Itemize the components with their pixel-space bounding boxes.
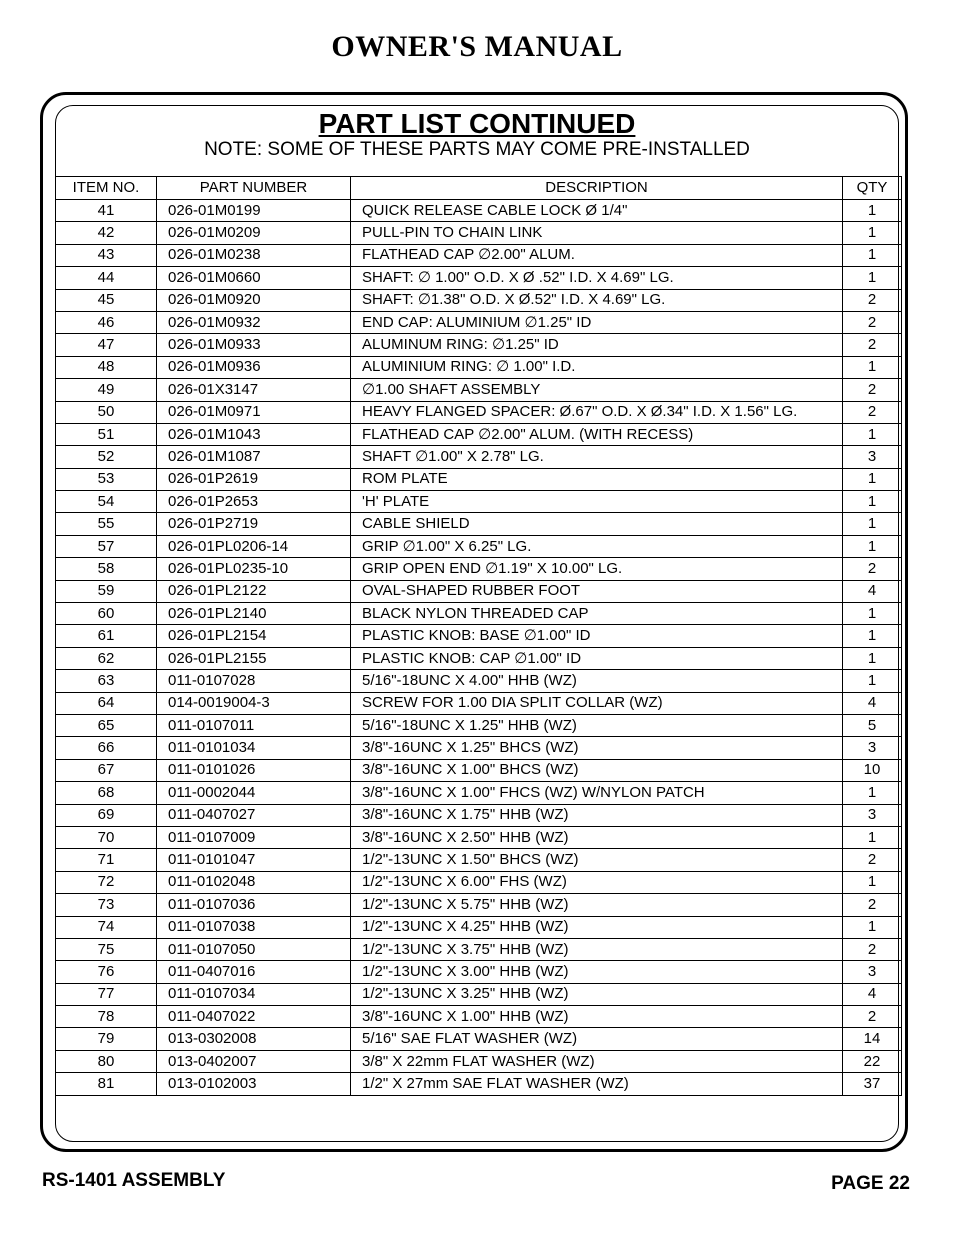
item-no-cell: 72 (56, 871, 157, 893)
table-row (56, 267, 902, 289)
table-row (56, 535, 902, 557)
description-cell: 3/8"-16UNC X 1.00" BHCS (WZ) (351, 759, 843, 781)
description-cell: GRIP OPEN END ∅1.19" X 10.00" LG. (351, 558, 843, 580)
part-number-cell: 026-01M0933 (157, 334, 351, 356)
table-row (56, 692, 902, 714)
table-row (56, 446, 902, 468)
description-cell: SCREW FOR 1.00 DIA SPLIT COLLAR (WZ) (351, 692, 843, 714)
item-no-cell: 65 (56, 714, 157, 736)
qty-cell: 5 (843, 714, 902, 736)
qty-cell: 37 (843, 1073, 902, 1095)
qty-cell: 1 (843, 871, 902, 893)
part-number-cell: 011-0107009 (157, 826, 351, 848)
qty-cell: 1 (843, 916, 902, 938)
description-cell: 3/8"-16UNC X 1.75" HHB (WZ) (351, 804, 843, 826)
qty-cell: 1 (843, 826, 902, 848)
item-no-cell: 81 (56, 1073, 157, 1095)
description-cell: 1/2" X 27mm SAE FLAT WASHER (WZ) (351, 1073, 843, 1095)
description-cell: 5/16" SAE FLAT WASHER (WZ) (351, 1028, 843, 1050)
part-number-cell: 026-01M0238 (157, 244, 351, 266)
item-no-cell: 47 (56, 334, 157, 356)
item-no-cell: 61 (56, 625, 157, 647)
part-number-cell: 026-01M0971 (157, 401, 351, 423)
table-row (56, 938, 902, 960)
table-row (56, 983, 902, 1005)
description-cell: ALUMINIUM RING: ∅ 1.00" I.D. (351, 356, 843, 378)
table-row (56, 849, 902, 871)
part-number-cell: 011-0107011 (157, 714, 351, 736)
qty-cell: 1 (843, 782, 902, 804)
part-number-cell: 013-0302008 (157, 1028, 351, 1050)
part-number-cell: 026-01M0199 (157, 200, 351, 222)
item-no-cell: 42 (56, 222, 157, 244)
qty-cell: 3 (843, 961, 902, 983)
table-row (56, 894, 902, 916)
item-no-cell: 53 (56, 468, 157, 490)
table-row (56, 289, 902, 311)
qty-cell: 1 (843, 491, 902, 513)
qty-cell: 1 (843, 200, 902, 222)
item-no-cell: 48 (56, 356, 157, 378)
item-no-cell: 78 (56, 1006, 157, 1028)
description-cell: 5/16"-18UNC X 1.25" HHB (WZ) (351, 714, 843, 736)
description-cell: 1/2"-13UNC X 1.50" BHCS (WZ) (351, 849, 843, 871)
qty-cell: 2 (843, 1006, 902, 1028)
item-no-cell: 75 (56, 938, 157, 960)
column-header-qty: QTY (843, 177, 902, 200)
parts-table (55, 176, 902, 1140)
qty-cell: 1 (843, 244, 902, 266)
part-number-cell: 013-0102003 (157, 1073, 351, 1095)
item-no-cell: 67 (56, 759, 157, 781)
qty-cell: 2 (843, 289, 902, 311)
item-no-cell: 71 (56, 849, 157, 871)
part-number-cell: 026-01M1043 (157, 423, 351, 445)
item-no-cell: 44 (56, 267, 157, 289)
table-row (56, 558, 902, 580)
qty-cell: 1 (843, 468, 902, 490)
part-number-cell: 014-0019004-3 (157, 692, 351, 714)
part-number-cell: 026-01M0209 (157, 222, 351, 244)
table-row (56, 401, 902, 423)
description-cell: SHAFT ∅1.00" X 2.78" LG. (351, 446, 843, 468)
table-row (56, 222, 902, 244)
part-number-cell: 026-01PL2155 (157, 647, 351, 669)
item-no-cell: 79 (56, 1028, 157, 1050)
description-cell: GRIP ∅1.00" X 6.25" LG. (351, 535, 843, 557)
part-number-cell: 011-0101047 (157, 849, 351, 871)
table-row (56, 1028, 902, 1050)
item-no-cell: 57 (56, 535, 157, 557)
part-number-cell: 026-01M0932 (157, 311, 351, 333)
qty-cell: 3 (843, 446, 902, 468)
description-cell: ALUMINUM RING: ∅1.25" ID (351, 334, 843, 356)
description-cell: 1/2"-13UNC X 6.00" FHS (WZ) (351, 871, 843, 893)
description-cell: 3/8"-16UNC X 1.00" HHB (WZ) (351, 1006, 843, 1028)
table-row (56, 871, 902, 893)
description-cell: ROM PLATE (351, 468, 843, 490)
item-no-cell: 49 (56, 379, 157, 401)
qty-cell: 1 (843, 267, 902, 289)
description-cell: QUICK RELEASE CABLE LOCK Ø 1/4" (351, 200, 843, 222)
description-cell: 3/8"-16UNC X 1.25" BHCS (WZ) (351, 737, 843, 759)
column-header-item-no: ITEM NO. (56, 177, 157, 200)
description-cell: HEAVY FLANGED SPACER: Ø.67" O.D. X Ø.34" I.D. X 1.56" LG. (351, 401, 843, 423)
table-empty-row (56, 1095, 902, 1140)
item-no-cell: 69 (56, 804, 157, 826)
item-no-cell: 76 (56, 961, 157, 983)
part-number-cell: 011-0407016 (157, 961, 351, 983)
part-number-cell: 011-0002044 (157, 782, 351, 804)
item-no-cell: 41 (56, 200, 157, 222)
qty-cell: 1 (843, 625, 902, 647)
table-row (56, 782, 902, 804)
qty-cell: 2 (843, 379, 902, 401)
table-row (56, 625, 902, 647)
item-no-cell: 74 (56, 916, 157, 938)
description-cell: SHAFT: ∅1.38" O.D. X Ø.52" I.D. X 4.69" LG. (351, 289, 843, 311)
part-number-cell: 011-0107028 (157, 670, 351, 692)
table-row (56, 379, 902, 401)
part-number-cell: 026-01M0660 (157, 267, 351, 289)
table-row (56, 916, 902, 938)
item-no-cell: 55 (56, 513, 157, 535)
qty-cell: 4 (843, 580, 902, 602)
table-row (56, 647, 902, 669)
table-row (56, 491, 902, 513)
part-number-cell: 026-01PL2154 (157, 625, 351, 647)
description-cell: 1/2"-13UNC X 3.25" HHB (WZ) (351, 983, 843, 1005)
description-cell: PLASTIC KNOB: CAP ∅1.00" ID (351, 647, 843, 669)
part-number-cell: 026-01PL2122 (157, 580, 351, 602)
part-number-cell: 013-0402007 (157, 1050, 351, 1072)
part-number-cell: 011-0101026 (157, 759, 351, 781)
item-no-cell: 68 (56, 782, 157, 804)
item-no-cell: 62 (56, 647, 157, 669)
item-no-cell: 46 (56, 311, 157, 333)
table-row (56, 423, 902, 445)
item-no-cell: 43 (56, 244, 157, 266)
parts-table-spacer (56, 1095, 902, 1140)
qty-cell: 3 (843, 804, 902, 826)
table-row (56, 1073, 902, 1095)
part-number-cell: 026-01PL2140 (157, 603, 351, 625)
item-no-cell: 54 (56, 491, 157, 513)
description-cell: 1/2"-13UNC X 3.75" HHB (WZ) (351, 938, 843, 960)
qty-cell: 1 (843, 513, 902, 535)
item-no-cell: 45 (56, 289, 157, 311)
table-row (56, 759, 902, 781)
item-no-cell: 80 (56, 1050, 157, 1072)
description-cell: 3/8"-16UNC X 1.00" FHCS (WZ) W/NYLON PATCH (351, 782, 843, 804)
qty-cell: 1 (843, 222, 902, 244)
description-cell: END CAP: ALUMINIUM ∅1.25" ID (351, 311, 843, 333)
qty-cell: 1 (843, 423, 902, 445)
table-row (56, 200, 902, 222)
table-row (56, 714, 902, 736)
column-header-description: DESCRIPTION (351, 177, 843, 200)
section-title: PART LIST CONTINUED (318, 108, 636, 139)
description-cell: FLATHEAD CAP ∅2.00" ALUM. (WITH RECESS) (351, 423, 843, 445)
qty-cell: 1 (843, 603, 902, 625)
part-number-cell: 011-0107036 (157, 894, 351, 916)
part-number-cell: 026-01PL0206-14 (157, 535, 351, 557)
part-number-cell: 026-01X3147 (157, 379, 351, 401)
qty-cell: 2 (843, 938, 902, 960)
table-row (56, 1006, 902, 1028)
table-row (56, 804, 902, 826)
table-row (56, 334, 902, 356)
item-no-cell: 59 (56, 580, 157, 602)
item-no-cell: 58 (56, 558, 157, 580)
qty-cell: 22 (843, 1050, 902, 1072)
table-row (56, 826, 902, 848)
table-row (56, 468, 902, 490)
page-number: PAGE 22 (831, 1173, 910, 1194)
description-cell: SHAFT: ∅ 1.00" O.D. X Ø .52" I.D. X 4.69" LG. (351, 267, 843, 289)
qty-cell: 4 (843, 692, 902, 714)
qty-cell: 2 (843, 334, 902, 356)
qty-cell: 1 (843, 535, 902, 557)
part-number-cell: 011-0407027 (157, 804, 351, 826)
description-cell: ∅1.00 SHAFT ASSEMBLY (351, 379, 843, 401)
item-no-cell: 70 (56, 826, 157, 848)
item-no-cell: 77 (56, 983, 157, 1005)
item-no-cell: 64 (56, 692, 157, 714)
part-number-cell: 011-0407022 (157, 1006, 351, 1028)
item-no-cell: 52 (56, 446, 157, 468)
description-cell: 1/2"-13UNC X 4.25" HHB (WZ) (351, 916, 843, 938)
table-row (56, 580, 902, 602)
item-no-cell: 50 (56, 401, 157, 423)
table-row (56, 513, 902, 535)
part-number-cell: 011-0101034 (157, 737, 351, 759)
qty-cell: 2 (843, 849, 902, 871)
table-header-row (56, 177, 902, 200)
qty-cell: 3 (843, 737, 902, 759)
description-cell: PLASTIC KNOB: BASE ∅1.00" ID (351, 625, 843, 647)
item-no-cell: 63 (56, 670, 157, 692)
item-no-cell: 60 (56, 603, 157, 625)
section-note: NOTE: SOME OF THESE PARTS MAY COME PRE-INSTALLED (204, 139, 750, 160)
description-cell: CABLE SHIELD (351, 513, 843, 535)
item-no-cell: 73 (56, 894, 157, 916)
part-number-cell: 011-0107038 (157, 916, 351, 938)
qty-cell: 1 (843, 647, 902, 669)
table-row (56, 356, 902, 378)
description-cell: 1/2"-13UNC X 3.00" HHB (WZ) (351, 961, 843, 983)
item-no-cell: 66 (56, 737, 157, 759)
qty-cell: 1 (843, 356, 902, 378)
qty-cell: 2 (843, 558, 902, 580)
parts-table-body (56, 200, 902, 1096)
description-cell: PULL-PIN TO CHAIN LINK (351, 222, 843, 244)
table-row (56, 311, 902, 333)
description-cell: 'H' PLATE (351, 491, 843, 513)
qty-cell: 2 (843, 401, 902, 423)
part-number-cell: 026-01P2653 (157, 491, 351, 513)
description-cell: 1/2"-13UNC X 5.75" HHB (WZ) (351, 894, 843, 916)
description-cell: OVAL-SHAPED RUBBER FOOT (351, 580, 843, 602)
description-cell: FLATHEAD CAP ∅2.00" ALUM. (351, 244, 843, 266)
part-number-cell: 026-01P2719 (157, 513, 351, 535)
description-cell: 3/8"-16UNC X 2.50" HHB (WZ) (351, 826, 843, 848)
qty-cell: 2 (843, 894, 902, 916)
description-cell: BLACK NYLON THREADED CAP (351, 603, 843, 625)
part-number-cell: 026-01M1087 (157, 446, 351, 468)
table-row (56, 603, 902, 625)
assembly-name: RS-1401 ASSEMBLY (42, 1170, 226, 1191)
column-header-part-number: PART NUMBER (157, 177, 351, 200)
part-number-cell: 026-01PL0235-10 (157, 558, 351, 580)
table-row (56, 1050, 902, 1072)
part-number-cell: 011-0107034 (157, 983, 351, 1005)
part-number-cell: 011-0102048 (157, 871, 351, 893)
description-cell: 3/8" X 22mm FLAT WASHER (WZ) (351, 1050, 843, 1072)
table-row (56, 670, 902, 692)
qty-cell: 14 (843, 1028, 902, 1050)
item-no-cell: 51 (56, 423, 157, 445)
description-cell: 5/16"-18UNC X 4.00" HHB (WZ) (351, 670, 843, 692)
qty-cell: 4 (843, 983, 902, 1005)
manual-title: OWNER'S MANUAL (331, 30, 623, 63)
part-number-cell: 026-01P2619 (157, 468, 351, 490)
part-number-cell: 026-01M0920 (157, 289, 351, 311)
part-number-cell: 026-01M0936 (157, 356, 351, 378)
qty-cell: 1 (843, 670, 902, 692)
qty-cell: 10 (843, 759, 902, 781)
table-row (56, 244, 902, 266)
table-row (56, 961, 902, 983)
table-row (56, 737, 902, 759)
qty-cell: 2 (843, 311, 902, 333)
part-number-cell: 011-0107050 (157, 938, 351, 960)
